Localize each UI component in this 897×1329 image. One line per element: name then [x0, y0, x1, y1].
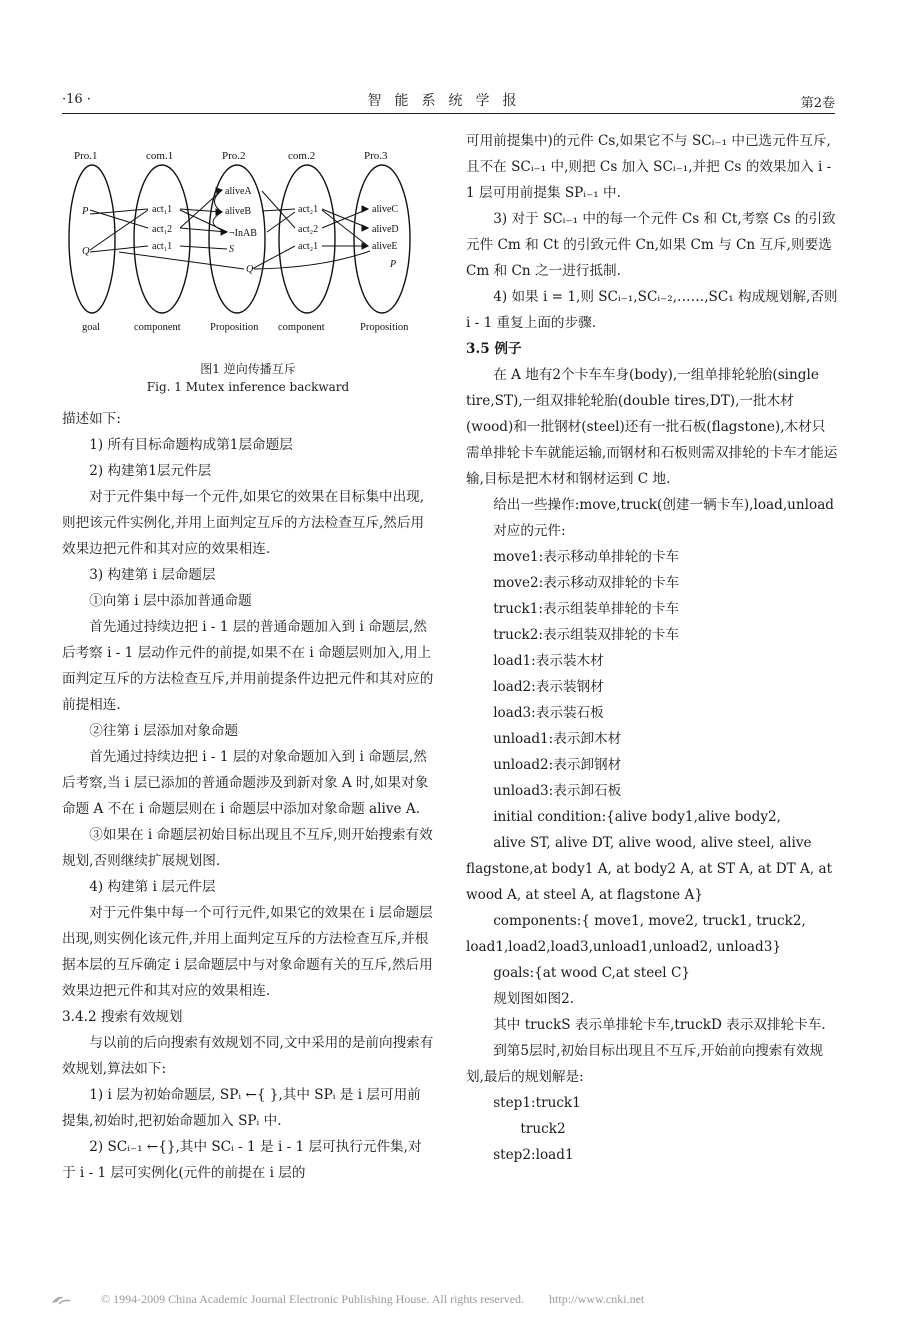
paragraph: 首先通过持续边把 i - 1 层的对象命题加入到 i 命题层,然后考察,当 i 层已添加的普通命题涉及到新对象 A 时,如果对象命题 A 不在 i 命题层则在 i 命题层中添加对象命题 alive A. [62, 749, 429, 817]
section-heading: 3.4.2 搜索有效规划 [62, 1009, 183, 1025]
list-item: 对应的元件: [493, 523, 566, 539]
volume-label: 第2卷 [800, 96, 835, 111]
list-item: load2:表示装钢材 [493, 679, 604, 695]
node-P-pro1: P [82, 206, 89, 217]
paragraph: 4) 构建第 i 层元件层 [89, 879, 216, 895]
node-com1-a: act₁1 [152, 204, 173, 215]
bottom-label-goal: goal [82, 322, 101, 333]
page-footer [50, 1292, 857, 1307]
top-label-pro1: Pro.1 [74, 150, 98, 162]
page-header [62, 90, 835, 112]
paragraph: 其中 truckS 表示单排轮卡车,truckD 表示双排轮卡车. [493, 1017, 826, 1033]
paragraph: 2) SCᵢ₋₁ ←{},其中 SCᵢ - 1 是 i - 1 层可执行元件集,对于 i - 1 层可实例化(元件的前提在 i 层的 [62, 1139, 422, 1181]
node-aliveD: aliveD [372, 224, 399, 235]
top-label-com1: com.1 [146, 150, 174, 162]
node-Q-pro2: Q [246, 264, 254, 275]
list-item: load1:表示装木材 [493, 653, 604, 669]
list-item: unload3:表示卸石板 [493, 783, 622, 799]
list-item: step2:load1 [493, 1147, 574, 1163]
node-com2-b: act₂2 [298, 224, 319, 235]
page-number: ·16 · [62, 92, 91, 107]
layer-pro3 [354, 165, 410, 313]
node-aliveC: aliveC [372, 204, 399, 215]
paragraph: ③如果在 i 命题层初始目标出现且不互斥,则开始搜索有效规划,否则继续扩展规划图. [62, 827, 433, 869]
node-com2-c: act₂1 [298, 241, 319, 252]
paragraph: 在 A 地有2个卡车车身(body),一组单排轮轮胎(single tire,ST),一组双排轮轮胎(double tires,DT),一批木材(wood)和一批钢材(steel)还有一批石板(flagstone),木材只需单排轮卡车就能运输,而钢材和石板则需双排轮的卡车才能运输,目标是把木材和钢材运到 C 地. [466, 367, 838, 487]
top-label-pro3: Pro.3 [364, 150, 388, 162]
paragraph: 与以前的后向搜索有效规划不同,文中采用的是前向搜索有效规划,算法如下: [62, 1035, 434, 1077]
layer-com1 [134, 165, 190, 313]
list-item: truck2 [520, 1121, 566, 1137]
paragraph: 描述如下: [62, 411, 121, 427]
node-P-pro3: P [390, 259, 397, 270]
node-Q-pro1: Q [82, 246, 90, 257]
bottom-label-proposition-3: Proposition [360, 322, 409, 333]
layer-com2 [279, 165, 335, 313]
paragraph: ①向第 i 层中添加普通命题 [89, 593, 252, 609]
list-item: truck1:表示组装单排轮的卡车 [493, 601, 679, 617]
list-item: unload2:表示卸钢材 [493, 757, 622, 773]
paragraph: ②往第 i 层添加对象命题 [89, 723, 239, 739]
journal-title: 智能系统学报 [367, 93, 530, 109]
figure-caption-cn: 图1 逆向传播互斥 [200, 362, 296, 376]
paragraph: 1) 所有目标命题构成第1层命题层 [89, 437, 293, 453]
paragraph: goals:{at wood C,at steel C} [493, 965, 691, 981]
bottom-label-proposition-2: Proposition [210, 322, 259, 333]
figure-1-diagram [62, 128, 434, 368]
node-notInAB: ¬InAB [229, 228, 257, 239]
node-com2-a: act₂1 [298, 204, 319, 215]
paragraph: 可用前提集中)的元件 Cs,如果它不与 SCᵢ₋₁ 中已选元件互斥,且不在 SCᵢ₋₁ 中,则把 Cs 加入 SCᵢ₋₁,并把 Cs 的效果加入 i - 1 层可用前提集 SPᵢ₋₁ 中. [466, 133, 832, 201]
node-aliveB: aliveB [225, 206, 252, 217]
paragraph: 首先通过持续边把 i - 1 层的普通命题加入到 i 命题层,然后考察 i - 1 层动作元件的前提,如果不在 i 命题层则加入,用上面判定互斥的方法检查互斥,并用前提条件边把元件和其对应的前提相连. [62, 619, 434, 713]
list-item: truck2:表示组装双排轮的卡车 [493, 627, 679, 643]
paragraph: 对于元件集中每一个可行元件,如果它的效果在 i 层命题层出现,则实例化该元件,并用上面判定互斥的方法检查互斥,并根据本层的互斥确定 i 层命题层中与对象命题有关的互斥,然后用效果边把元件和其对应的效果相连. [62, 905, 433, 999]
paragraph: 给出一些操作:move,truck(创建一辆卡车),load,unload [493, 497, 835, 513]
bottom-label-component-2: component [278, 322, 325, 333]
layer-pro1 [69, 165, 115, 313]
node-S: S [229, 244, 234, 255]
section-heading: 3.5 例子 [466, 341, 522, 357]
paragraph: alive ST, alive DT, alive wood, alive steel, alive flagstone,at body1 A, at body2 A, at ST A, at DT A, at wood A, at steel A, at flagstone A} [466, 835, 833, 903]
node-aliveE: aliveE [372, 241, 398, 252]
list-item: step1:truck1 [493, 1095, 581, 1111]
bottom-label-component-1: component [134, 322, 181, 333]
paragraph: 对于元件集中每一个元件,如果它的效果在目标集中出现,则把该元件实例化,并用上面判定互斥的方法检查互斥,然后用效果边把元件和其对应的效果相连. [62, 489, 425, 557]
right-column [466, 128, 838, 1168]
list-item: load3:表示装石板 [493, 705, 604, 721]
paragraph: 2) 构建第1层元件层 [89, 463, 212, 479]
node-com1-c: act₁1 [152, 241, 173, 252]
node-com1-b: act₁2 [152, 224, 173, 235]
paragraph: initial condition:{alive body1,alive body2, [493, 809, 781, 825]
top-label-com2: com.2 [288, 150, 316, 162]
left-column [62, 406, 434, 1186]
header-rule [62, 113, 835, 114]
copyright-text: © 1994-2009 China Academic Journal Electronic Publishing House. All rights reserved. [101, 1292, 525, 1306]
paragraph: components:{ move1, move2, truck1, truck2, load1,load2,load3,unload1,unload2, unload3} [466, 913, 806, 955]
paragraph: 1) i 层为初始命题层, SPᵢ ←{ },其中 SPᵢ 是 i 层可用前提集,初始时,把初始命题加入 SPᵢ 中. [62, 1087, 421, 1129]
figure-caption-en: Fig. 1 Mutex inference backward [146, 380, 350, 394]
paragraph: 规划图如图2. [493, 991, 575, 1007]
paragraph: 3) 构建第 i 层命题层 [89, 567, 216, 583]
list-item: move1:表示移动单排轮的卡车 [493, 549, 680, 565]
node-aliveA: aliveA [225, 186, 252, 197]
footer-url[interactable]: http://www.cnki.net [549, 1292, 645, 1306]
cnki-logo-icon [50, 1293, 72, 1307]
paragraph: 3) 对于 SCᵢ₋₁ 中的每一个元件 Cs 和 Ct,考察 Cs 的引致元件 Cm 和 Ct 的引致元件 Cn,如果 Cm 与 Cn 互斥,则要选 Cm 和 Cn 之一进行抵制. [466, 211, 836, 279]
list-item: unload1:表示卸木材 [493, 731, 622, 747]
list-item: move2:表示移动双排轮的卡车 [493, 575, 680, 591]
paragraph: 4) 如果 i = 1,则 SCᵢ₋₁,SCᵢ₋₂,……,SC₁ 构成规划解,否则 i - 1 重复上面的步骤. [466, 289, 838, 331]
paragraph: 到第5层时,初始目标出现且不互斥,开始前向搜索有效规划,最后的规划解是: [466, 1043, 824, 1085]
top-label-pro2: Pro.2 [222, 150, 246, 162]
